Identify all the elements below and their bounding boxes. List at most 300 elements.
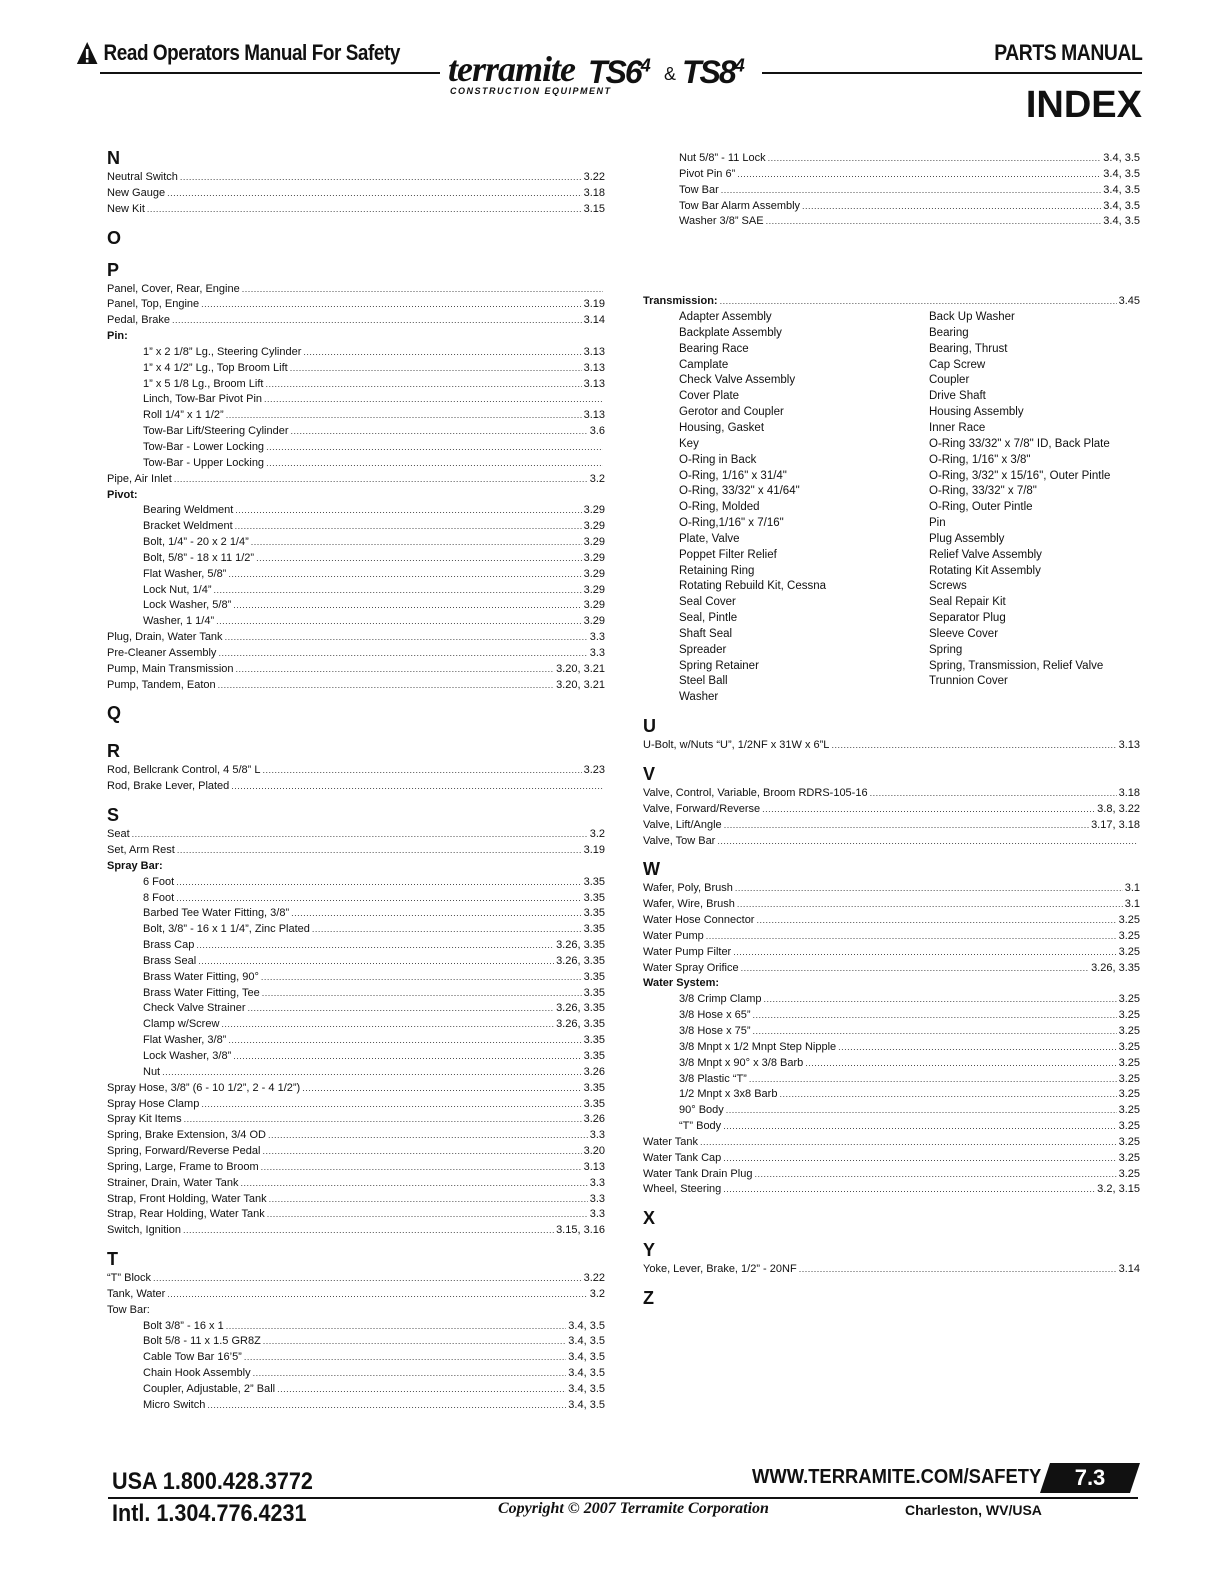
entry-page: 3.35	[583, 1049, 605, 1062]
index-entry	[107, 938, 605, 954]
leader-dots	[735, 881, 1123, 897]
entry-label: Panel, Top, Engine	[107, 298, 200, 311]
transmission-part: Seal Cover	[679, 596, 736, 609]
entry-page: 3.13	[583, 1160, 605, 1173]
leader-dots	[706, 929, 1117, 945]
entry-page: 3.4, 3.5	[1103, 183, 1140, 196]
entry-page: 3.2	[589, 472, 605, 485]
leader-dots	[167, 1287, 587, 1303]
transmission-parts-grid	[643, 310, 1140, 706]
transmission-part: O-Ring 33/32" x 7/8" ID, Back Plate	[929, 437, 1110, 450]
entry-label: “T” Body	[679, 1120, 722, 1133]
entry-page: 3.13	[583, 361, 605, 374]
leader-dots	[265, 377, 581, 393]
entry-label: Washer 3/8” SAE	[679, 215, 764, 228]
entry-page: 3.26, 3.35	[1091, 961, 1140, 974]
leader-dots	[225, 630, 588, 646]
entry-label: Tow Bar Alarm Assembly	[679, 199, 801, 212]
index-entry	[643, 738, 1140, 754]
entry-page: 3.35	[583, 923, 605, 936]
index-entry	[107, 456, 605, 472]
entry-page: 3.29	[583, 615, 605, 628]
entry-page: 3.18	[583, 186, 605, 199]
entry-page: 3.4, 3.5	[568, 1335, 605, 1348]
section-letter: Y	[643, 1240, 656, 1261]
index-entry	[107, 1287, 605, 1303]
entry-label: Coupler, Adjustable, 2” Ball	[143, 1383, 276, 1395]
model-ts8: $TS8^4$	[682, 54, 743, 90]
entry-page: 3.25	[1118, 1056, 1140, 1069]
leader-dots	[176, 891, 581, 907]
leader-dots	[838, 1040, 1116, 1056]
entry-page: 3.1	[1124, 898, 1140, 911]
leader-dots	[741, 961, 1090, 977]
phone-usa: USA 1.800.428.3772	[112, 1468, 313, 1495]
index-right-column	[643, 151, 1140, 1310]
entry-page: 3.26, 3.35	[556, 1018, 605, 1031]
index-entry	[643, 834, 1140, 850]
leader-dots	[779, 1087, 1116, 1103]
entry-page: 3.26, 3.35	[556, 954, 605, 967]
entry-label: 1” x 4 1/2” Lg., Top Broom Lift	[143, 361, 288, 374]
leader-dots	[723, 1151, 1116, 1167]
index-entry	[107, 408, 605, 424]
entry-page: 3.20, 3.21	[556, 678, 605, 691]
index-entry	[107, 922, 605, 938]
leader-dots	[700, 1135, 1117, 1151]
transmission-part: Sleeve Cover	[929, 627, 999, 640]
index-entry	[643, 1008, 1140, 1024]
index-entry	[643, 1103, 1140, 1119]
entry-label: New Kit	[107, 202, 145, 215]
index-entry	[107, 1207, 605, 1223]
leader-dots	[768, 151, 1102, 167]
transmission-part: Back Up Washer	[929, 311, 1015, 324]
entry-page: 3.25	[1118, 1024, 1140, 1037]
entry-label: Spray Hose Clamp	[107, 1097, 200, 1110]
entry-page: 3.35	[583, 891, 605, 904]
phone-intl: Intl. 1.304.776.4231	[112, 1500, 307, 1527]
entry-page: 3.26, 3.35	[556, 939, 605, 952]
index-entry	[643, 961, 1140, 977]
index-entry	[107, 1128, 605, 1144]
leader-dots	[805, 1056, 1116, 1072]
entry-page: 3.4, 3.5	[568, 1398, 605, 1411]
leader-dots	[802, 199, 1101, 215]
entry-page: 3.29	[583, 599, 605, 612]
group-heading: Spray Bar:	[107, 859, 163, 872]
index-entry	[643, 913, 1140, 929]
index-entry	[643, 1182, 1140, 1198]
entry-page: 3.3	[589, 1129, 605, 1142]
entry-label: Switch, Ignition	[107, 1224, 181, 1237]
entry-page: 3.25	[1118, 1151, 1140, 1164]
entry-label: Water Tank Cap	[643, 1151, 722, 1164]
leader-dots	[261, 1160, 582, 1176]
leader-dots	[242, 282, 603, 298]
transmission-part: Inner Race	[929, 421, 986, 434]
entry-page: 3.35	[583, 970, 605, 983]
entry-page: 3.4, 3.5	[568, 1367, 605, 1380]
transmission-part: Backplate Assembly	[679, 326, 782, 339]
transmission-part: O-Ring, 3/32" x 15/16", Outer Pintle	[929, 469, 1111, 482]
entry-label: U-Bolt, w/Nuts “U”, 1/2NF x 31W x 6”L	[643, 739, 830, 752]
entry-page: 3.29	[583, 536, 605, 549]
entry-label: Roll 1/4” x 1 1/2”	[143, 409, 224, 422]
leader-dots	[753, 1008, 1117, 1024]
transmission-part	[929, 690, 1129, 706]
entry-label: Pre-Cleaner Assembly	[107, 646, 217, 659]
index-entry	[107, 1144, 605, 1160]
entry-label: Flat Washer, 5/8”	[143, 567, 227, 580]
entry-label: Washer, 1 1/4”	[143, 615, 215, 628]
entry-page: 3.20, 3.21	[556, 662, 605, 675]
leader-dots	[177, 843, 582, 859]
entry-label: 3/8 Mnpt x 1/2 Mnpt Step Nipple	[679, 1040, 837, 1053]
entry-label: Check Valve Strainer	[143, 1002, 246, 1015]
entry-label: 1/2 Mnpt x 3x8 Barb	[679, 1088, 778, 1101]
index-entry	[643, 1072, 1140, 1088]
leader-dots	[228, 567, 581, 583]
section-letter: R	[107, 741, 120, 762]
transmission-part: Spring	[929, 643, 963, 656]
location: Charleston, WV/USA	[905, 1502, 1042, 1518]
entry-page: 3.29	[583, 520, 605, 533]
index-left-column	[107, 146, 605, 1414]
entry-page: 3.20	[583, 1145, 605, 1158]
entry-label: Brass Water Fitting, Tee	[143, 986, 260, 999]
transmission-part: Gerotor and Coupler	[679, 406, 784, 419]
entry-page: 3.25	[1118, 993, 1140, 1006]
entry-page: 3.1	[1124, 882, 1140, 895]
entry-label: Spring, Brake Extension, 3/4 OD	[107, 1129, 266, 1142]
transmission-part: Spreader	[679, 643, 727, 656]
page-number: 7.3	[1074, 1465, 1106, 1490]
leader-dots	[176, 875, 581, 891]
leader-dots	[184, 1112, 582, 1128]
index-entry	[107, 970, 605, 986]
index-entry	[107, 567, 605, 583]
index-entry	[107, 503, 605, 519]
entry-label: Pump, Main Transmission	[107, 662, 234, 675]
ampersand: &	[664, 64, 677, 84]
entry-page: 3.25	[1118, 1088, 1140, 1101]
leader-dots	[183, 1223, 554, 1239]
entry-label: Strap, Rear Holding, Water Tank	[107, 1208, 265, 1221]
index-entry	[107, 1081, 605, 1097]
entry-label: Tow Bar	[679, 183, 719, 196]
transmission-part: Bearing	[929, 326, 969, 339]
index-entry	[643, 802, 1140, 818]
entry-page: 3.25	[1118, 929, 1140, 942]
leader-dots	[180, 170, 582, 186]
entry-label: Lock Nut, 1/4”	[143, 583, 212, 596]
index-entry	[107, 1382, 605, 1398]
transmission-part: Relief Valve Assembly	[929, 548, 1042, 561]
transmission-part: Steel Ball	[679, 675, 728, 688]
section-letter: T	[107, 1249, 118, 1270]
leader-dots	[221, 1017, 554, 1033]
leader-dots	[196, 938, 554, 954]
entry-label: Bolt, 1/4” - 20 x 2 1/4”	[143, 536, 249, 549]
entry-page: 3.4, 3.5	[568, 1351, 605, 1364]
entry-page: 3.2	[589, 1287, 605, 1300]
entry-label: Water Hose Connector	[643, 914, 755, 927]
leader-dots	[261, 970, 582, 986]
entry-label: Brass Seal	[143, 954, 197, 967]
index-entry	[107, 1112, 605, 1128]
entry-label: Tow-Bar - Upper Locking	[143, 456, 265, 469]
entry-label: Transmission:	[643, 295, 718, 308]
leader-dots	[236, 662, 555, 678]
index-entry	[107, 1049, 605, 1065]
section-letter: U	[643, 716, 656, 737]
entry-page: 3.6	[589, 425, 605, 438]
index-entry	[643, 1056, 1140, 1072]
transmission-part: Rotating Rebuild Kit, Cessna	[679, 580, 827, 593]
section-letter: P	[107, 259, 120, 280]
entry-page: 3.3	[589, 1192, 605, 1205]
entry-label: Brass Cap	[143, 939, 195, 952]
index-entry	[107, 551, 605, 567]
entry-label: 3/8 Hose x 65”	[679, 1009, 751, 1022]
entry-label: Nut	[143, 1065, 161, 1078]
transmission-part: Camplate	[679, 358, 729, 371]
transmission-part: Spring, Transmission, Relief Valve	[929, 659, 1104, 672]
transmission-part: Housing Assembly	[929, 406, 1024, 419]
index-entry	[107, 1350, 605, 1366]
copyright: Copyright © 2007 Terramite Corporation	[498, 1500, 769, 1517]
leader-dots	[207, 1398, 566, 1414]
entry-label: Lock Washer, 3/8”	[143, 1049, 232, 1062]
entry-page: 3.18	[1118, 787, 1140, 799]
index-entry	[643, 881, 1140, 897]
entry-label: Chain Hook Assembly	[143, 1367, 251, 1380]
index-entry	[643, 992, 1140, 1008]
entry-label: Barbed Tee Water Fitting, 3/8”	[143, 907, 290, 920]
leader-dots	[799, 1262, 1117, 1278]
section-letter: S	[107, 805, 120, 826]
transmission-part: O-Ring, 33/32" x 7/8"	[929, 485, 1037, 498]
entry-page: 3.26	[583, 1113, 605, 1126]
entry-label: 3/8 Hose x 75”	[679, 1024, 751, 1037]
entry-label: Tow-Bar Lift/Steering Cylinder	[143, 425, 289, 438]
section-letter: W	[643, 859, 660, 880]
leader-dots	[262, 986, 582, 1002]
transmission-part: Separator Plug	[929, 612, 1006, 625]
entry-page: 3.15	[583, 202, 605, 215]
entry-page: 3.22	[583, 171, 605, 183]
leader-dots	[291, 906, 581, 922]
entry-label: Strap, Front Holding, Water Tank	[107, 1192, 267, 1205]
index-entry	[107, 954, 605, 970]
transmission-part: Seal, Pintle	[679, 612, 738, 625]
index-entry	[643, 1087, 1140, 1103]
index-entry	[643, 1119, 1140, 1135]
index-entry	[107, 662, 605, 678]
leader-dots	[201, 1097, 581, 1113]
index-entry	[643, 786, 1140, 802]
entry-label: Spring, Large, Frame to Broom	[107, 1160, 259, 1173]
index-entry	[107, 1398, 605, 1414]
transmission-part: Trunnion Cover	[929, 675, 1008, 688]
transmission-part: Drive Shaft	[929, 390, 986, 403]
index-entry	[107, 392, 605, 408]
entry-page: 3.4, 3.5	[568, 1319, 605, 1332]
leader-dots	[303, 345, 581, 361]
entry-page: 3.3	[589, 631, 605, 644]
leader-dots	[174, 472, 588, 488]
entry-label: Spring, Forward/Reverse Pedal	[107, 1145, 261, 1158]
leader-dots	[256, 551, 582, 567]
leader-dots	[737, 897, 1123, 913]
index-entry	[107, 1160, 605, 1176]
entry-page: 3.3	[589, 1176, 605, 1189]
transmission-part: Check Valve Assembly	[679, 374, 796, 387]
entry-page: 3.22	[583, 1272, 605, 1285]
transmission-part: Key	[679, 437, 699, 450]
entry-page: 3.35	[583, 907, 605, 920]
entry-label: Water Tank	[643, 1135, 699, 1148]
entry-label: Bolt, 3/8” - 16 x 1 1/4”, Zinc Plated	[143, 923, 310, 936]
leader-dots	[201, 297, 581, 313]
entry-label: Flat Washer, 3/8”	[143, 1034, 227, 1047]
leader-dots	[226, 1319, 567, 1335]
entry-page: 3.25	[1118, 1135, 1140, 1148]
entry-label: Valve, Lift/Angle	[643, 818, 722, 831]
entry-label: 3/8 Mnpt x 90° x 3/8 Barb	[679, 1056, 804, 1069]
index-entry	[643, 1040, 1140, 1056]
entry-label: Rod, Brake Lever, Plated	[107, 780, 230, 793]
entry-page: 3.35	[583, 875, 605, 888]
entry-label: “T” Block	[107, 1272, 151, 1285]
entry-page: 3.25	[1118, 1120, 1140, 1133]
index-entry	[107, 1001, 605, 1017]
leader-dots	[147, 202, 582, 218]
transmission-part: Coupler	[929, 374, 970, 387]
entry-page: 3.4, 3.5	[568, 1383, 605, 1395]
leader-dots	[733, 945, 1116, 961]
index-entry	[107, 906, 605, 922]
section-letter: Q	[107, 703, 122, 724]
entry-label: Pedal, Brake	[107, 314, 170, 327]
footer-rule	[108, 1497, 1138, 1499]
entry-label: Plug, Drain, Water Tank	[107, 631, 223, 644]
transmission-part: O-Ring, Outer Pintle	[929, 501, 1033, 514]
index-entry	[643, 929, 1140, 945]
entry-page: 3.17, 3.18	[1091, 818, 1140, 831]
entry-page: 3.29	[583, 504, 605, 517]
leader-dots	[198, 954, 554, 970]
transmission-part: Plate, Valve	[679, 532, 740, 545]
index-entry	[107, 1097, 605, 1113]
index-entry	[643, 1024, 1140, 1040]
entry-page: 3.3	[589, 646, 605, 659]
transmission-part: O-Ring, 1/16" x 3/8"	[929, 453, 1031, 466]
group-heading: Tow Bar:	[107, 1303, 150, 1316]
entry-label: Bolt 5/8 - 11 x 1.5 GR8Z	[143, 1335, 261, 1348]
entry-page: 3.3	[589, 1208, 605, 1221]
entry-label: Bolt 3/8” - 16 x 1	[143, 1319, 224, 1332]
entry-page: 3.2	[589, 828, 605, 841]
entry-label: 1” x 5 1/8 Lg., Broom Lift	[143, 377, 264, 390]
transmission-part: Housing, Gasket	[679, 421, 765, 434]
index-entry	[107, 1033, 605, 1049]
entry-page: 3.25	[1118, 1009, 1140, 1022]
transmission-part: Adapter Assembly	[679, 311, 772, 324]
leader-dots	[764, 992, 1117, 1008]
entry-page: 3.35	[583, 1034, 605, 1047]
index-entry	[643, 1151, 1140, 1167]
index-entry	[107, 519, 605, 535]
entry-label: Neutral Switch	[107, 171, 178, 183]
group-heading: Pin:	[107, 330, 128, 343]
entry-label: Water Pump	[643, 929, 704, 942]
safety-website-link[interactable]: WWW.TERRAMITE.COM/SAFETY	[752, 1466, 1042, 1488]
entry-label: Bracket Weldment	[143, 520, 233, 533]
entry-page: 3.19	[583, 298, 605, 311]
leader-dots	[172, 313, 582, 329]
entry-page: 3.25	[1118, 1072, 1140, 1085]
leader-dots	[218, 678, 554, 694]
entry-label: 3/8 Crimp Clamp	[679, 993, 762, 1006]
entry-label: Water Spray Orifice	[643, 961, 739, 974]
entry-page: 3.2, 3.15	[1097, 1183, 1140, 1196]
entry-label: Spray Kit Items	[107, 1113, 182, 1126]
index-entry	[107, 614, 605, 630]
index-entry	[643, 818, 1140, 834]
parts-manual-label: PARTS MANUAL	[993, 40, 1142, 65]
transmission-part: Plug Assembly	[929, 532, 1005, 545]
index-entry	[643, 151, 1140, 167]
safety-text: Read Operators Manual For Safety	[103, 40, 400, 65]
entry-label: Clamp w/Screw	[143, 1018, 220, 1031]
index-entry	[643, 167, 1140, 183]
transmission-part: Rotating Kit Assembly	[929, 564, 1041, 577]
entry-label: Nut 5/8” - 11 Lock	[679, 152, 766, 164]
leader-dots	[754, 1167, 1116, 1183]
entry-page: 3.25	[1118, 945, 1140, 958]
entry-label: Tank, Water	[107, 1287, 166, 1300]
entry-page: 3.23	[583, 764, 605, 777]
entry-label: Pivot Pin 6”	[679, 167, 736, 180]
entry-page: 3.13	[1118, 739, 1140, 752]
entry-label: Valve, Control, Variable, Broom RDRS-105-16	[643, 787, 868, 799]
entry-label: Bearing Weldment	[143, 504, 234, 517]
index-entry	[107, 1017, 605, 1033]
index-entry	[643, 1135, 1140, 1151]
safety-notice	[76, 40, 400, 66]
entry-page: 3.15, 3.16	[556, 1224, 605, 1237]
index-entry	[107, 891, 605, 907]
index-entry	[107, 170, 605, 186]
entry-label: Panel, Cover, Rear, Engine	[107, 282, 240, 295]
leader-dots	[216, 614, 581, 630]
transmission-part: Poppet Filter Relief	[679, 548, 777, 561]
entry-label: 1” x 2 1/8” Lg., Steering Cylinder	[143, 345, 302, 358]
leader-dots	[233, 598, 581, 614]
entry-page: 3.25	[1118, 1167, 1140, 1180]
leader-dots	[756, 913, 1116, 929]
leader-dots	[233, 1049, 581, 1065]
transmission-part: Cover Plate	[679, 390, 740, 403]
leader-dots	[213, 583, 581, 599]
transmission-part: Spring Retainer	[679, 659, 759, 672]
index-entry	[107, 440, 605, 456]
index-entry	[107, 535, 605, 551]
leader-dots	[218, 646, 587, 662]
leader-dots	[132, 827, 588, 843]
